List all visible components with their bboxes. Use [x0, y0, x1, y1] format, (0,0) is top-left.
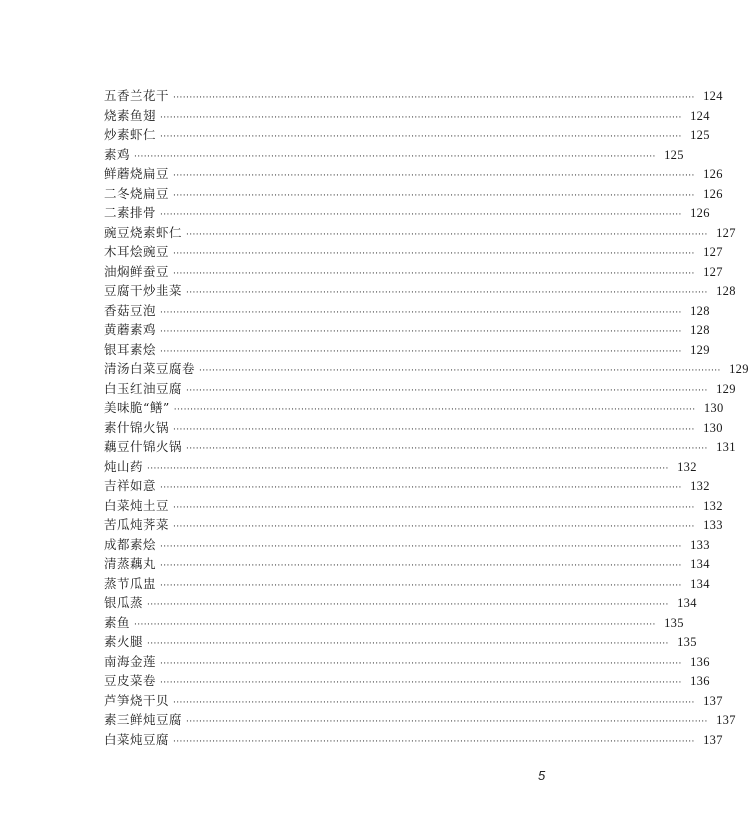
toc-entry-page: 127	[716, 225, 736, 240]
toc-entry	[104, 613, 684, 633]
dot-leader: ································································································································································	[134, 619, 656, 630]
toc-entry-page: 134	[690, 576, 710, 591]
dot-leader: ································································································································································	[160, 580, 682, 591]
toc-entry-title: 油焖鲜蚕豆	[104, 263, 170, 279]
toc-entry	[104, 593, 697, 613]
toc-entry-title: 清蒸藕丸	[104, 556, 157, 571]
toc-entry	[104, 574, 710, 594]
toc-entry-title: 二冬烧扁豆	[104, 185, 170, 201]
toc-entry-page: 127	[703, 245, 723, 259]
dot-leader: ································································································································································	[173, 697, 695, 708]
toc-entry-title: 豆皮菜卷	[104, 673, 157, 688]
dot-leader: ································································································································································	[160, 307, 682, 318]
toc-entry	[104, 652, 710, 672]
toc-entry	[104, 418, 723, 438]
table-of-contents	[104, 86, 749, 749]
toc-entry	[104, 145, 684, 165]
toc-entry-page: 137	[703, 693, 723, 708]
dot-leader: ································································································································································	[173, 268, 695, 279]
toc-entry	[104, 554, 710, 574]
toc-entry-title: 炖山药	[104, 458, 144, 474]
toc-entry-title: 白菜炖土豆	[104, 497, 170, 513]
toc-entry	[104, 223, 736, 243]
toc-entry-title: 白玉红油豆腐	[104, 380, 183, 396]
toc-entry-title: 木耳烩豌豆	[104, 244, 170, 259]
dot-leader: ································································································································································	[173, 190, 695, 201]
toc-entry-page: 126	[690, 206, 710, 220]
toc-entry-title: 五香兰花干	[104, 88, 170, 103]
dot-leader: ································································································································································	[173, 424, 695, 435]
toc-entry	[104, 632, 697, 652]
toc-entry-page: 125	[690, 128, 710, 142]
toc-entry-page: 126	[703, 186, 723, 201]
toc-entry-title: 素鸡	[104, 146, 131, 162]
dot-leader: ································································································································································	[160, 327, 682, 337]
page-number: 5	[538, 768, 546, 783]
toc-entry	[104, 106, 710, 126]
dot-leader: ································································································································································	[160, 112, 682, 123]
toc-entry	[104, 398, 724, 418]
toc-entry-page: 136	[690, 654, 710, 669]
dot-leader: ································································································································································	[160, 210, 682, 220]
toc-entry-page: 134	[677, 596, 697, 610]
toc-entry-page: 130	[703, 420, 723, 435]
toc-entry	[104, 320, 710, 340]
toc-entry-title: 银瓜蒸	[104, 595, 144, 610]
toc-entry-page: 130	[703, 401, 724, 415]
dot-leader: ································································································································································	[173, 405, 696, 415]
dot-leader: ································································································································································	[186, 444, 708, 454]
toc-entry-page: 131	[716, 440, 736, 454]
toc-entry-page: 129	[690, 342, 710, 357]
toc-entry	[104, 457, 697, 477]
toc-entry-title: 白菜炖豆腐	[104, 731, 170, 747]
dot-leader: ································································································································································	[186, 288, 708, 298]
toc-entry	[104, 203, 710, 223]
dot-leader: ································································································································································	[160, 483, 682, 493]
toc-entry-page: 133	[703, 518, 723, 532]
dot-leader: ································································································································································	[160, 346, 682, 357]
dot-leader: ································································································································································	[160, 561, 682, 571]
toc-entry-title: 素鱼	[104, 614, 131, 630]
toc-entry	[104, 515, 723, 535]
dot-leader: ································································································································································	[160, 678, 682, 688]
dot-leader: ································································································································································	[173, 249, 695, 259]
toc-entry-page: 135	[677, 635, 697, 649]
toc-entry-title: 芦笋烧干贝	[104, 692, 170, 708]
toc-entry-page: 132	[703, 498, 723, 513]
toc-entry	[104, 340, 710, 360]
toc-entry-page: 129	[729, 362, 749, 376]
dot-leader: ································································································································································	[134, 151, 656, 162]
toc-entry	[104, 535, 710, 555]
toc-entry-title: 苦瓜炖荠菜	[104, 517, 170, 532]
toc-entry-title: 香菇豆泡	[104, 302, 157, 318]
toc-entry	[104, 262, 723, 282]
toc-entry-title: 吉祥如意	[104, 478, 157, 493]
toc-entry	[104, 281, 736, 301]
toc-entry	[104, 184, 723, 204]
dot-leader: ································································································································································	[173, 93, 695, 103]
toc-entry-page: 137	[703, 732, 723, 747]
toc-entry	[104, 496, 723, 516]
toc-entry-title: 黄蘑素鸡	[104, 322, 157, 337]
toc-entry-page: 128	[690, 323, 710, 337]
toc-entry-title: 烧素鱼翅	[104, 107, 157, 123]
dot-leader: ································································································································································	[173, 502, 695, 513]
toc-entry-title: 成都素烩	[104, 536, 157, 552]
toc-entry-page: 135	[664, 615, 684, 630]
toc-entry-page: 128	[690, 303, 710, 318]
toc-entry	[104, 359, 749, 379]
dot-leader: ································································································································································	[186, 385, 708, 396]
toc-entry-title: 鲜蘑烧扁豆	[104, 166, 170, 181]
toc-entry-title: 二素排骨	[104, 205, 157, 220]
toc-entry-page: 133	[690, 537, 710, 552]
toc-entry-page: 124	[703, 89, 723, 103]
toc-entry-page: 137	[716, 713, 736, 727]
toc-entry-title: 炒素虾仁	[104, 127, 157, 142]
toc-entry	[104, 476, 710, 496]
toc-entry-title: 美味脆“鳝”	[104, 400, 170, 415]
toc-entry-page: 132	[690, 479, 710, 493]
toc-entry	[104, 242, 723, 262]
toc-entry	[104, 710, 736, 730]
dot-leader: ································································································································································	[186, 717, 708, 727]
dot-leader: ································································································································································	[147, 639, 669, 649]
dot-leader: ································································································································································	[173, 736, 695, 747]
toc-entry-page: 134	[690, 557, 710, 571]
toc-entry-title: 南海金莲	[104, 653, 157, 669]
toc-entry	[104, 671, 710, 691]
toc-entry	[104, 164, 723, 184]
toc-entry-page: 124	[690, 108, 710, 123]
toc-entry-title: 素火腿	[104, 634, 144, 649]
dot-leader: ································································································································································	[186, 229, 708, 240]
toc-entry	[104, 379, 736, 399]
dot-leader: ································································································································································	[173, 522, 695, 532]
toc-entry	[104, 691, 723, 711]
dot-leader: ································································································································································	[160, 658, 682, 669]
toc-entry-title: 银耳素烩	[104, 341, 157, 357]
toc-entry-title: 豆腐干炒韭菜	[104, 283, 183, 298]
dot-leader: ································································································································································	[160, 541, 682, 552]
toc-entry-page: 126	[703, 167, 723, 181]
toc-entry	[104, 86, 723, 106]
toc-entry-title: 素什锦火锅	[104, 419, 170, 435]
dot-leader: ································································································································································	[160, 132, 682, 142]
toc-entry-page: 128	[716, 284, 736, 298]
toc-entry-page: 132	[677, 459, 697, 474]
toc-entry	[104, 437, 736, 457]
dot-leader: ································································································································································	[147, 600, 669, 610]
dot-leader: ································································································································································	[147, 463, 669, 474]
toc-entry	[104, 730, 723, 750]
toc-entry-title: 素三鲜炖豆腐	[104, 712, 183, 727]
toc-entry-title: 清汤白菜豆腐卷	[104, 361, 196, 376]
toc-entry	[104, 301, 710, 321]
toc-entry-title: 蒸节瓜盅	[104, 575, 157, 591]
toc-entry-page: 129	[716, 381, 736, 396]
dot-leader: ································································································································································	[173, 171, 695, 181]
dot-leader: ································································································································································	[199, 366, 721, 376]
toc-entry-title: 豌豆烧素虾仁	[104, 224, 183, 240]
toc-entry-page: 127	[703, 264, 723, 279]
toc-entry-page: 125	[664, 147, 684, 162]
toc-entry	[104, 125, 710, 145]
toc-entry-title: 藕豆什锦火锅	[104, 439, 183, 454]
toc-entry-page: 136	[690, 674, 710, 688]
